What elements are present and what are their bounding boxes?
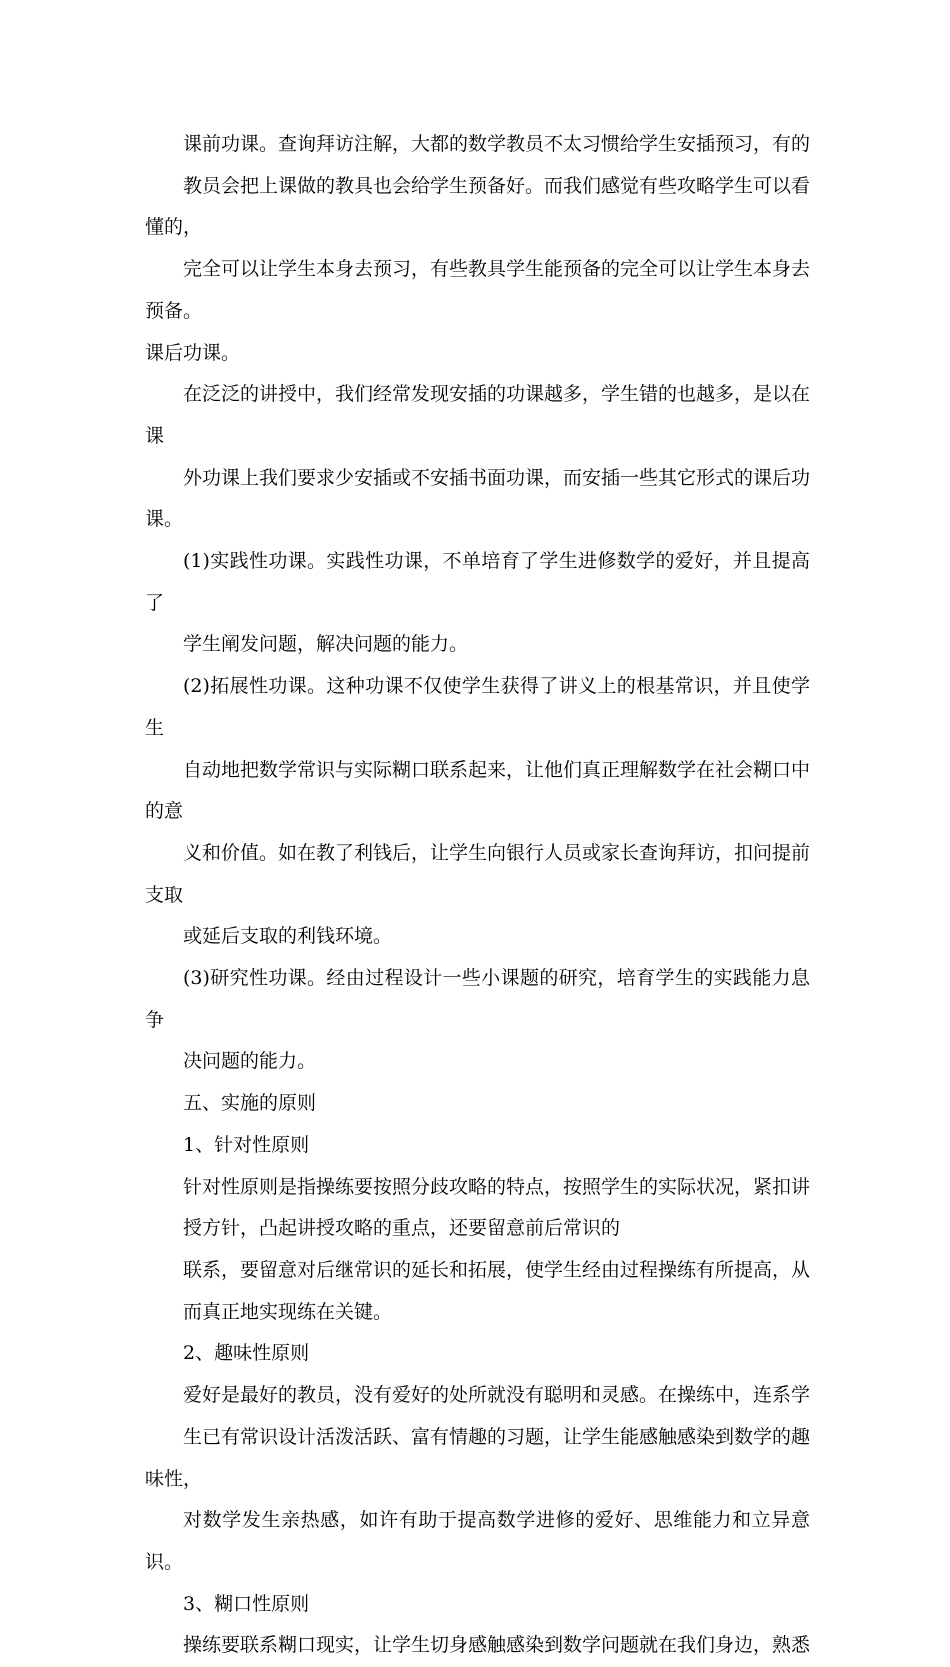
text-line: 决问题的能力。 bbox=[183, 1050, 317, 1073]
paragraph bbox=[145, 1375, 810, 1584]
paragraph bbox=[145, 666, 810, 958]
section-heading bbox=[145, 1584, 810, 1626]
text-line: 生已有常识设计活泼活跃、富有情趣的习题，让学生能感触感染到数学的趣味性， bbox=[145, 1425, 811, 1490]
text-line: 操练要联系糊口现实，让学生切身感触感染到数学问题就在我们身边，熟悉 bbox=[183, 1634, 811, 1657]
paragraph bbox=[145, 1250, 810, 1333]
paragraph bbox=[145, 124, 810, 333]
paragraph bbox=[145, 541, 810, 666]
text-line: 完全可以让学生本身去预习，有些教具学生能预备的完全可以让学生本身去预备。 bbox=[145, 258, 811, 322]
paragraph bbox=[145, 958, 810, 1083]
text-line: 义和价值。如在教了利钱后，让学生向银行人员或家长查询拜访，扣问提前支取 bbox=[145, 841, 811, 906]
text-line: 外功课上我们要求少安插或不安插书面功课，而安插一些其它形式的课后功课。 bbox=[145, 466, 811, 531]
text-line: (3)研究性功课。经由过程设计一些小课题的研究，培育学生的实践能力息争 bbox=[145, 967, 810, 1031]
text-line: 学生阐发问题，解决问题的能力。 bbox=[183, 633, 469, 656]
text-line: 联系，要留意对后继常识的延长和拓展，使学生经由过程操练有所提高，从 bbox=[183, 1258, 811, 1281]
document-body bbox=[145, 124, 810, 1667]
paragraph bbox=[145, 1167, 810, 1250]
text-line: 1、针对性原则 bbox=[183, 1133, 310, 1156]
paragraph bbox=[145, 1625, 810, 1667]
text-line: 而真正地实现练在关键。 bbox=[183, 1300, 393, 1323]
text-line: 课后功课。 bbox=[145, 341, 241, 364]
text-line: (1)实践性功课。实践性功课，不单培育了学生进修数学的爱好，并且提高了 bbox=[145, 550, 810, 614]
text-line: 自动地把数学常识与实际糊口联系起来，让他们真正理解数学在社会糊口中的意 bbox=[145, 758, 811, 823]
text-line: 针对性原则是指操练要按照分歧攻略的特点，按照学生的实际状况，紧扣讲 bbox=[183, 1175, 811, 1198]
section-heading bbox=[145, 1125, 810, 1167]
text-line: 授方针，凸起讲授攻略的重点，还要留意前后常识的 bbox=[183, 1217, 621, 1240]
paragraph bbox=[145, 374, 810, 541]
text-line: 对数学发生亲热感，如许有助于提高数学进修的爱好、思维能力和立异意识。 bbox=[145, 1509, 810, 1573]
text-line: 在泛泛的讲授中，我们经常发现安插的功课越多，学生错的也越多，是以在课 bbox=[145, 383, 811, 447]
text-line: 课前功课。查询拜访注解，大都的数学教员不太习惯给学生安插预习，有的 bbox=[183, 133, 811, 155]
section-heading bbox=[145, 1333, 810, 1375]
text-line: 五、实施的原则 bbox=[183, 1092, 317, 1115]
text-line: 或延后支取的利钱环境。 bbox=[183, 925, 393, 948]
text-line: 3、糊口性原则 bbox=[183, 1592, 310, 1615]
text-line: 2、趣味性原则 bbox=[183, 1342, 310, 1365]
section-heading bbox=[145, 1083, 810, 1125]
text-line: 爱好是最好的教员，没有爱好的处所就没有聪明和灵感。在操练中，连系学 bbox=[183, 1384, 811, 1407]
text-line: (2)拓展性功课。这种功课不仅使学生获得了讲义上的根基常识，并且使学生 bbox=[145, 675, 810, 739]
text-line: 教员会把上课做的教具也会给学生预备好。而我们感觉有些攻略学生可以看懂的， bbox=[145, 174, 811, 239]
paragraph bbox=[145, 333, 810, 375]
